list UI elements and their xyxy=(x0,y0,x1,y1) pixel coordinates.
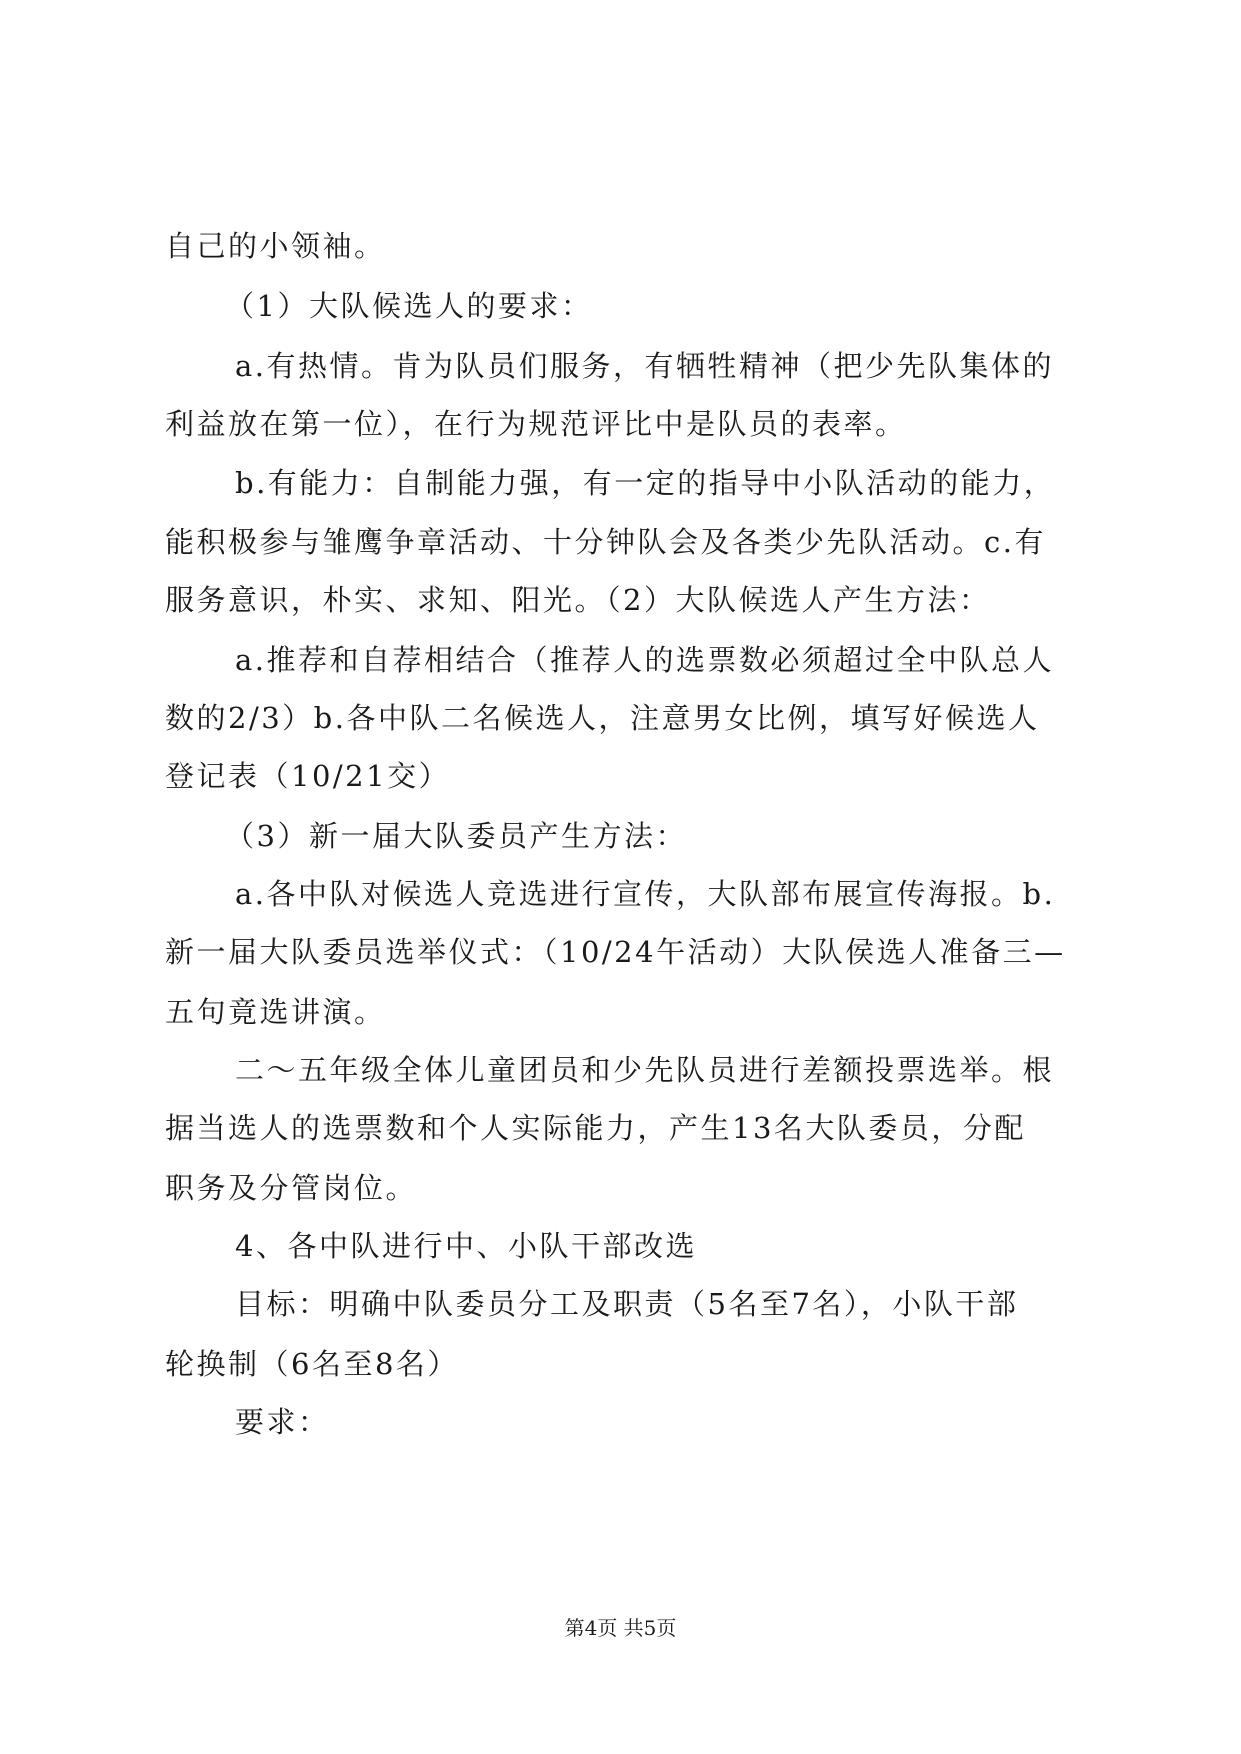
section-heading: （3）新一届大队委员产生方法： xyxy=(225,819,687,853)
text-line: a.各中队对候选人竞选进行宣传，大队部布展宣传海报。b. xyxy=(235,877,1056,911)
text-line: 新一届大队委员选举仪式：（10/24午活动）大队侯选人准备三— xyxy=(165,935,1066,969)
text-line: 登记表（10/21交） xyxy=(165,759,451,793)
section-heading: 4、各中队进行中、小队干部改选 xyxy=(235,1229,697,1263)
text-line: 职务及分管岗位。 xyxy=(165,1171,418,1205)
page-number: 第4页 共5页 xyxy=(564,1616,677,1640)
text-line: a.有热情。肯为队员们服务，有牺牲精神（把少先队集体的 xyxy=(235,349,1055,383)
text-line: b.有能力：自制能力强，有一定的指导中小队活动的能力， xyxy=(235,466,1056,500)
text-line: 数的2/3）b.各中队二名候选人，注意男女比例，填写好候选人 xyxy=(165,701,1040,735)
text-line: 目标：明确中队委员分工及职责（5名至7名），小队干部 xyxy=(235,1287,1019,1321)
text-line: 据当选人的选票数和个人实际能力，产生13名大队委员，分配 xyxy=(165,1111,1026,1145)
text-line: 轮换制（6名至8名） xyxy=(165,1347,459,1381)
text-line: 利益放在第一位），在行为规范评比中是队员的表率。 xyxy=(165,407,907,441)
text-line: 五句竟选讲演。 xyxy=(165,995,386,1029)
text-line: a.推荐和自荐相结合（推荐人的选票数必须超过全中队总人 xyxy=(235,643,1055,677)
section-heading: （1）大队候选人的要求： xyxy=(225,289,593,323)
text-line: 自己的小领袖。 xyxy=(165,229,386,263)
text-line: 二～五年级全体儿童团员和少先队员进行差额投票选举。根 xyxy=(235,1053,1055,1087)
text-line: 服务意识，朴实、求知、阳光。（2）大队候选人产生方法： xyxy=(165,583,991,617)
text-line: 能积极参与雏鹰争章活动、十分钟队会及各类少先队活动。c.有 xyxy=(165,525,1046,559)
text-line: 要求： xyxy=(235,1405,330,1439)
